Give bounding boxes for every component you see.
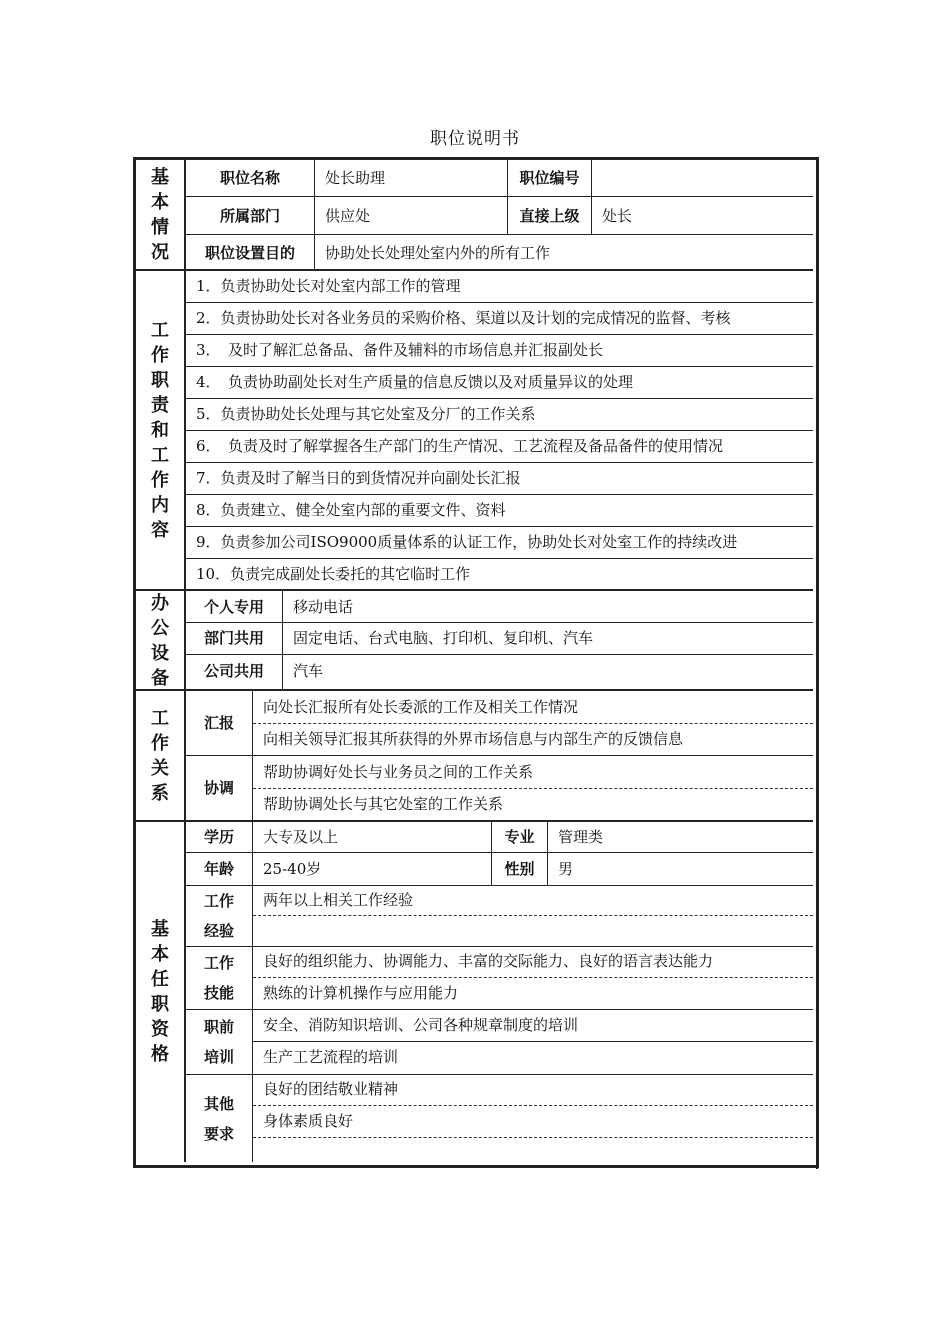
experience-label <box>186 886 252 946</box>
section-char: 工 <box>151 707 169 729</box>
section-char: 职 <box>151 370 169 391</box>
section-char: 内 <box>151 495 169 516</box>
section-char: 工 <box>151 445 169 466</box>
duty-item: 5．负责协助处长处理与其它处室及分厂的工作关系 <box>196 405 536 423</box>
age-label: 年龄 <box>203 860 234 878</box>
section-char: 设 <box>151 642 169 664</box>
section-relations-label <box>136 691 184 820</box>
label-line: 经验 <box>203 922 234 940</box>
duty-item: 9．负责参加公司ISO9000质量体系的认证工作，协助处长对处室工作的持续改进 <box>196 533 738 551</box>
duty-item: 8．负责建立、健全处室内部的重要文件、资料 <box>196 501 506 519</box>
purpose-label: 职位设置目的 <box>204 243 295 262</box>
other-item: 良好的团结敬业精神 <box>263 1080 399 1098</box>
section-char: 公 <box>151 617 169 639</box>
section-qualifications-label <box>136 822 184 1162</box>
experience-item <box>253 916 813 946</box>
training-item: 生产工艺流程的培训 <box>263 1048 399 1066</box>
skills-item: 良好的组织能力、协调能力、丰富的交际能力、良好的语言表达能力 <box>263 952 714 970</box>
duty-item: 10．负责完成副处长委托的其它临时工作 <box>196 565 471 583</box>
major-label: 专业 <box>504 828 535 846</box>
duty-item: 7．负责及时了解当日的到货情况并向副处长汇报 <box>196 469 521 487</box>
training-item: 安全、消防知识培训、公司各种规章制度的培训 <box>263 1016 579 1034</box>
section-equipment-label <box>136 591 184 690</box>
report-item: 向处长汇报所有处长委派的工作及相关工作情况 <box>263 698 579 716</box>
skills-item: 熟练的计算机操作与应用能力 <box>263 984 459 1002</box>
section-char: 责 <box>151 395 169 416</box>
label-line: 其他 <box>203 1094 234 1113</box>
education-label: 学历 <box>203 828 234 846</box>
section-char: 备 <box>151 667 169 689</box>
duty-item: 3． 及时了解汇总备品、备件及辅料的市场信息并汇报副处长 <box>196 341 604 359</box>
section-char: 情 <box>151 217 169 238</box>
purpose-value: 协助处长处理处室内外的所有工作 <box>325 243 551 262</box>
section-basic-label <box>136 160 184 270</box>
report-label: 汇报 <box>203 714 234 732</box>
label-line: 职前 <box>203 1017 234 1036</box>
dept-value: 供应处 <box>325 206 371 225</box>
skills-label <box>186 947 252 1009</box>
equip-value: 移动电话 <box>293 597 354 616</box>
section-char: 作 <box>151 732 169 754</box>
section-duties-label <box>136 271 184 590</box>
section-char: 关 <box>151 757 169 779</box>
section-char: 职 <box>151 994 169 1015</box>
coord-item: 帮助协调好处长与业务员之间的工作关系 <box>263 763 534 781</box>
position-no-label: 职位编号 <box>519 169 580 187</box>
other-item: 身体素质良好 <box>263 1112 354 1130</box>
label-line: 工作 <box>203 954 234 972</box>
gender-value: 男 <box>558 860 574 878</box>
equip-label: 部门共用 <box>203 629 264 647</box>
section-char: 本 <box>151 192 169 213</box>
other-label <box>186 1075 252 1162</box>
dept-label: 所属部门 <box>219 206 280 225</box>
section-char: 基 <box>151 919 169 940</box>
duty-item: 1．负责协助处长对处室内部工作的管理 <box>196 277 461 295</box>
label-line: 要求 <box>203 1124 234 1143</box>
section-char: 作 <box>151 470 169 491</box>
position-name-value: 处长助理 <box>325 169 386 187</box>
section-char: 格 <box>151 1044 169 1065</box>
section-char: 基 <box>151 167 169 188</box>
section-char: 任 <box>151 969 169 990</box>
section-char: 作 <box>151 345 169 366</box>
duty-item: 2．负责协助处长对各业务员的采购价格、渠道以及计划的完成情况的监督、考核 <box>196 309 731 327</box>
experience-item: 两年以上相关工作经验 <box>263 890 414 909</box>
report-item: 向相关领导汇报其所获得的外界市场信息与内部生产的反馈信息 <box>263 730 684 748</box>
label-line: 培训 <box>203 1047 234 1066</box>
age-value: 25-40岁 <box>263 860 322 878</box>
equip-value: 汽车 <box>293 662 324 680</box>
equip-value: 固定电话、台式电脑、打印机、复印机、汽车 <box>293 629 594 647</box>
section-char: 办 <box>151 592 169 614</box>
page-title: 职位说明书 <box>430 129 520 149</box>
position-no-value <box>592 160 813 196</box>
section-char: 资 <box>151 1019 169 1040</box>
duty-item: 4． 负责协助副处长对生产质量的信息反馈以及对质量异议的处理 <box>196 373 634 391</box>
other-item <box>253 1137 813 1162</box>
section-char: 工 <box>151 320 169 341</box>
section-char: 和 <box>151 420 169 441</box>
frame-shadow-right <box>816 159 818 1169</box>
major-value: 管理类 <box>558 828 604 846</box>
coord-item: 帮助协调处长与其它处室的工作关系 <box>263 795 504 813</box>
superior-label: 直接上级 <box>519 206 580 225</box>
education-value: 大专及以上 <box>263 828 339 846</box>
label-line: 工作 <box>203 892 234 910</box>
section-char: 系 <box>151 782 169 804</box>
section-char: 况 <box>151 242 169 263</box>
section-char: 本 <box>151 944 169 965</box>
equip-label: 公司共用 <box>203 662 264 680</box>
section-char: 容 <box>151 520 169 541</box>
coord-label: 协调 <box>203 779 234 797</box>
position-name-label: 职位名称 <box>219 169 280 187</box>
superior-value: 处长 <box>602 206 633 225</box>
equip-label: 个人专用 <box>203 597 264 616</box>
gender-label: 性别 <box>504 860 535 878</box>
duty-item: 6． 负责及时了解掌握各生产部门的生产情况、工艺流程及备品备件的使用情况 <box>196 437 724 455</box>
training-label <box>186 1010 252 1073</box>
label-line: 技能 <box>203 984 234 1002</box>
frame-shadow-bottom <box>252 1165 818 1168</box>
